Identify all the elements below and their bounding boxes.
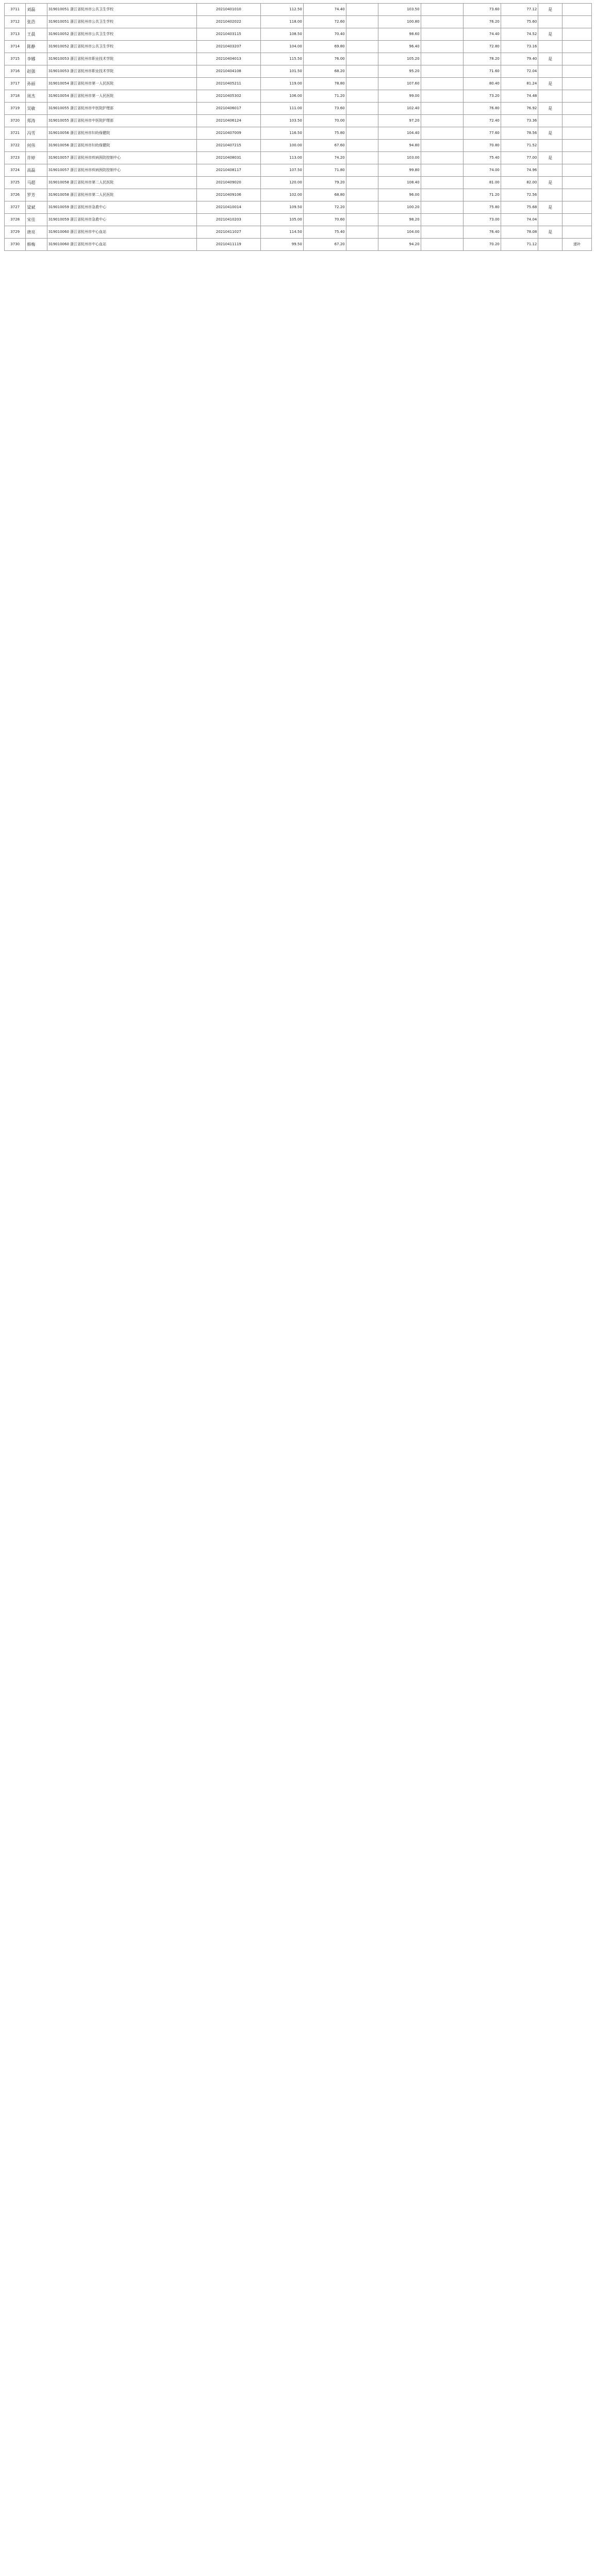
row-number: 3712 <box>5 16 26 28</box>
total-score: 71.52 <box>501 140 538 152</box>
advance-flag: 是 <box>538 127 562 140</box>
candidate-name: 韩梅 <box>26 239 47 251</box>
unit-position: 319010052 浙江省杭州市公共卫生学校 <box>47 28 196 41</box>
total-score: 74.04 <box>501 214 538 226</box>
candidate-name: 吴敏 <box>26 103 47 115</box>
score-2: 78.80 <box>303 78 346 90</box>
score-2: 76.00 <box>303 53 346 65</box>
total-score: 77.12 <box>501 4 538 16</box>
unit-position: 319010056 浙江省杭州市妇幼保健院 <box>47 127 196 140</box>
unit-position: 319010058 浙江省杭州市第二人民医院 <box>47 189 196 201</box>
score-1: 112.50 <box>260 4 303 16</box>
unit-position: 319010051 浙江省杭州市公共卫生学校 <box>47 16 196 28</box>
advance-flag <box>538 189 562 201</box>
score-2: 71.80 <box>303 164 346 177</box>
interview-score: 75.80 <box>463 201 501 214</box>
score-2: 71.20 <box>303 90 346 103</box>
extra-score <box>421 65 463 78</box>
unit-position: 319010060 浙江省杭州市中心血站 <box>47 239 196 251</box>
candidate-name: 许婷 <box>26 152 47 164</box>
unit-position: 319010055 浙江省杭州市中医院护理部 <box>47 103 196 115</box>
blank-cell <box>346 164 378 177</box>
advance-flag <box>538 239 562 251</box>
table-row <box>5 127 592 140</box>
advance-flag <box>538 164 562 177</box>
row-number: 3719 <box>5 103 26 115</box>
candidate-name: 马超 <box>26 177 47 189</box>
score-1: 109.50 <box>260 201 303 214</box>
written-score: 102.40 <box>378 103 421 115</box>
score-2: 68.20 <box>303 65 346 78</box>
extra-score <box>421 164 463 177</box>
table-body <box>5 4 592 251</box>
score-2: 75.40 <box>303 226 346 239</box>
row-number: 3728 <box>5 214 26 226</box>
unit-position: 319010055 浙江省杭州市中医院护理部 <box>47 115 196 127</box>
row-number: 3727 <box>5 201 26 214</box>
extra-score <box>421 127 463 140</box>
row-number: 3713 <box>5 28 26 41</box>
unit-position: 319010052 浙江省杭州市公共卫生学校 <box>47 41 196 53</box>
advance-flag: 是 <box>538 103 562 115</box>
extra-score <box>421 16 463 28</box>
written-score: 107.60 <box>378 78 421 90</box>
row-number: 3722 <box>5 140 26 152</box>
remark <box>562 115 591 127</box>
candidate-name: 赵强 <box>26 65 47 78</box>
blank-cell <box>346 4 378 16</box>
extra-score <box>421 239 463 251</box>
row-number: 3711 <box>5 4 26 16</box>
table-row <box>5 78 592 90</box>
total-score: 71.12 <box>501 239 538 251</box>
unit-position: 319010053 浙江省杭州市职业技术学院 <box>47 53 196 65</box>
unit-position: 319010059 浙江省杭州市急救中心 <box>47 214 196 226</box>
table-row <box>5 115 592 127</box>
unit-position: 319010059 浙江省杭州市急救中心 <box>47 201 196 214</box>
score-1: 120.00 <box>260 177 303 189</box>
interview-score: 71.20 <box>463 189 501 201</box>
total-score: 73.36 <box>501 115 538 127</box>
candidate-name: 孙丽 <box>26 78 47 90</box>
remark <box>562 226 591 239</box>
score-2: 68.80 <box>303 189 346 201</box>
score-2: 69.80 <box>303 41 346 53</box>
advance-flag <box>538 214 562 226</box>
total-score: 75.68 <box>501 201 538 214</box>
total-score: 72.04 <box>501 65 538 78</box>
interview-score: 73.00 <box>463 214 501 226</box>
written-score: 94.20 <box>378 239 421 251</box>
advance-flag <box>538 115 562 127</box>
table-row <box>5 103 592 115</box>
blank-cell <box>346 152 378 164</box>
score-2: 74.20 <box>303 152 346 164</box>
extra-score <box>421 78 463 90</box>
advance-flag <box>538 140 562 152</box>
advance-flag: 是 <box>538 177 562 189</box>
written-score: 100.20 <box>378 201 421 214</box>
extra-score <box>421 177 463 189</box>
interview-score: 70.80 <box>463 140 501 152</box>
remark <box>562 189 591 201</box>
written-score: 98.60 <box>378 28 421 41</box>
written-score: 104.40 <box>378 127 421 140</box>
score-2: 75.80 <box>303 127 346 140</box>
written-score: 94.80 <box>378 140 421 152</box>
table-row <box>5 214 592 226</box>
table-row <box>5 140 592 152</box>
blank-cell <box>346 177 378 189</box>
row-number: 3716 <box>5 65 26 78</box>
admission-number: 20210403207 <box>196 41 260 53</box>
remark <box>562 177 591 189</box>
row-number: 3729 <box>5 226 26 239</box>
interview-score: 80.40 <box>463 78 501 90</box>
total-score: 78.56 <box>501 127 538 140</box>
score-1: 113.00 <box>260 152 303 164</box>
table-row <box>5 189 592 201</box>
blank-cell <box>346 103 378 115</box>
blank-cell <box>346 140 378 152</box>
remark <box>562 28 591 41</box>
row-number: 3730 <box>5 239 26 251</box>
score-1: 115.50 <box>260 53 303 65</box>
extra-score <box>421 201 463 214</box>
admission-number: 20210409020 <box>196 177 260 189</box>
written-score: 97.20 <box>378 115 421 127</box>
unit-position: 319010054 浙江省杭州市第一人民医院 <box>47 90 196 103</box>
advance-flag: 是 <box>538 152 562 164</box>
extra-score <box>421 214 463 226</box>
admission-number: 20210402022 <box>196 16 260 28</box>
table-row <box>5 164 592 177</box>
interview-score: 76.20 <box>463 16 501 28</box>
advance-flag <box>538 41 562 53</box>
row-number: 3726 <box>5 189 26 201</box>
advance-flag: 是 <box>538 4 562 16</box>
advance-flag: 是 <box>538 226 562 239</box>
candidate-name: 高磊 <box>26 164 47 177</box>
advance-flag: 是 <box>538 28 562 41</box>
row-number: 3717 <box>5 78 26 90</box>
table-row <box>5 53 592 65</box>
results-sheet <box>4 3 592 251</box>
extra-score <box>421 90 463 103</box>
admission-number: 20210409106 <box>196 189 260 201</box>
score-2: 72.60 <box>303 16 346 28</box>
extra-score <box>421 152 463 164</box>
score-1: 114.50 <box>260 226 303 239</box>
written-score: 98.20 <box>378 214 421 226</box>
written-score: 108.40 <box>378 177 421 189</box>
score-1: 100.00 <box>260 140 303 152</box>
score-1: 103.50 <box>260 115 303 127</box>
candidate-name: 何伟 <box>26 140 47 152</box>
admission-number: 20210404013 <box>196 53 260 65</box>
blank-cell <box>346 41 378 53</box>
remark <box>562 53 591 65</box>
admission-number: 20210407009 <box>196 127 260 140</box>
unit-position: 319010057 浙江省杭州市疾病预防控制中心 <box>47 152 196 164</box>
row-number: 3720 <box>5 115 26 127</box>
total-score: 74.52 <box>501 28 538 41</box>
score-1: 116.50 <box>260 127 303 140</box>
table-row <box>5 41 592 53</box>
unit-position: 319010056 浙江省杭州市妇幼保健院 <box>47 140 196 152</box>
unit-position: 319010053 浙江省杭州市职业技术学院 <box>47 65 196 78</box>
score-1: 102.00 <box>260 189 303 201</box>
candidate-name: 罗芳 <box>26 189 47 201</box>
total-score: 72.56 <box>501 189 538 201</box>
candidate-name: 郑涛 <box>26 115 47 127</box>
remark <box>562 90 591 103</box>
interview-score: 72.40 <box>463 115 501 127</box>
row-number: 3714 <box>5 41 26 53</box>
extra-score <box>421 103 463 115</box>
admission-number: 20210407215 <box>196 140 260 152</box>
unit-position: 319010054 浙江省杭州市第一人民医院 <box>47 78 196 90</box>
interview-score: 76.40 <box>463 226 501 239</box>
interview-score: 76.80 <box>463 103 501 115</box>
total-score: 75.60 <box>501 16 538 28</box>
extra-score <box>421 226 463 239</box>
candidate-name: 陈静 <box>26 41 47 53</box>
score-2: 74.40 <box>303 4 346 16</box>
score-1: 106.00 <box>260 90 303 103</box>
score-1: 105.00 <box>260 214 303 226</box>
blank-cell <box>346 214 378 226</box>
candidate-name: 刘磊 <box>26 4 47 16</box>
interview-score: 73.20 <box>463 90 501 103</box>
interview-score: 81.00 <box>463 177 501 189</box>
score-2: 73.60 <box>303 103 346 115</box>
admission-number: 20210410203 <box>196 214 260 226</box>
row-number: 3723 <box>5 152 26 164</box>
written-score: 103.50 <box>378 4 421 16</box>
candidate-name: 张浩 <box>26 16 47 28</box>
remark <box>562 127 591 140</box>
blank-cell <box>346 53 378 65</box>
interview-score: 78.20 <box>463 53 501 65</box>
interview-score: 75.40 <box>463 152 501 164</box>
table-row <box>5 90 592 103</box>
table-row <box>5 28 592 41</box>
table-row <box>5 65 592 78</box>
written-score: 105.20 <box>378 53 421 65</box>
blank-cell <box>346 226 378 239</box>
interview-score: 70.20 <box>463 239 501 251</box>
remark <box>562 103 591 115</box>
advance-flag <box>538 90 562 103</box>
total-score: 76.92 <box>501 103 538 115</box>
total-score: 73.16 <box>501 41 538 53</box>
unit-position: 319010057 浙江省杭州市疾病预防控制中心 <box>47 164 196 177</box>
row-number: 3725 <box>5 177 26 189</box>
candidate-name: 冯雪 <box>26 127 47 140</box>
remark <box>562 140 591 152</box>
blank-cell <box>346 16 378 28</box>
extra-score <box>421 115 463 127</box>
score-2: 79.20 <box>303 177 346 189</box>
row-number: 3724 <box>5 164 26 177</box>
unit-position: 319010051 浙江省杭州市公共卫生学校 <box>47 4 196 16</box>
admission-number: 20210401010 <box>196 4 260 16</box>
row-number: 3721 <box>5 127 26 140</box>
remark <box>562 152 591 164</box>
admission-number: 20210404108 <box>196 65 260 78</box>
score-2: 72.20 <box>303 201 346 214</box>
admission-number: 20210406124 <box>196 115 260 127</box>
score-1: 111.00 <box>260 103 303 115</box>
extra-score <box>421 4 463 16</box>
interview-score: 77.60 <box>463 127 501 140</box>
total-score: 79.40 <box>501 53 538 65</box>
written-score: 99.00 <box>378 90 421 103</box>
blank-cell <box>346 239 378 251</box>
candidate-name: 李娜 <box>26 53 47 65</box>
advance-flag <box>538 16 562 28</box>
remark: 递补 <box>562 239 591 251</box>
remark <box>562 164 591 177</box>
table-row <box>5 4 592 16</box>
table-row <box>5 226 592 239</box>
remark <box>562 78 591 90</box>
score-2: 70.60 <box>303 214 346 226</box>
written-score: 104.00 <box>378 226 421 239</box>
admission-number: 20210405302 <box>196 90 260 103</box>
interview-score: 72.80 <box>463 41 501 53</box>
admission-number: 20210405211 <box>196 78 260 90</box>
score-1: 99.50 <box>260 239 303 251</box>
written-score: 103.00 <box>378 152 421 164</box>
remark <box>562 65 591 78</box>
interview-score: 73.60 <box>463 4 501 16</box>
advance-flag: 是 <box>538 78 562 90</box>
total-score: 81.24 <box>501 78 538 90</box>
score-1: 108.50 <box>260 28 303 41</box>
score-1: 119.00 <box>260 78 303 90</box>
score-1: 118.00 <box>260 16 303 28</box>
unit-position: 319010058 浙江省杭州市第二人民医院 <box>47 177 196 189</box>
admission-number: 20210411027 <box>196 226 260 239</box>
remark <box>562 201 591 214</box>
blank-cell <box>346 90 378 103</box>
blank-cell <box>346 189 378 201</box>
score-1: 101.50 <box>260 65 303 78</box>
total-score: 74.48 <box>501 90 538 103</box>
candidate-name: 周杰 <box>26 90 47 103</box>
candidate-name: 梁斌 <box>26 201 47 214</box>
written-score: 100.80 <box>378 16 421 28</box>
admission-number: 20210406017 <box>196 103 260 115</box>
extra-score <box>421 41 463 53</box>
blank-cell <box>346 127 378 140</box>
row-number: 3715 <box>5 53 26 65</box>
advance-flag: 是 <box>538 53 562 65</box>
interview-score: 74.40 <box>463 28 501 41</box>
remark <box>562 41 591 53</box>
total-score: 78.08 <box>501 226 538 239</box>
results-table <box>4 3 592 251</box>
table-row <box>5 239 592 251</box>
remark <box>562 214 591 226</box>
admission-number: 20210403115 <box>196 28 260 41</box>
row-number: 3718 <box>5 90 26 103</box>
remark <box>562 16 591 28</box>
admission-number: 20210408117 <box>196 164 260 177</box>
blank-cell <box>346 28 378 41</box>
score-1: 107.50 <box>260 164 303 177</box>
admission-number: 20210408031 <box>196 152 260 164</box>
total-score: 82.00 <box>501 177 538 189</box>
written-score: 99.80 <box>378 164 421 177</box>
total-score: 74.96 <box>501 164 538 177</box>
table-row <box>5 201 592 214</box>
score-2: 70.00 <box>303 115 346 127</box>
candidate-name: 王晨 <box>26 28 47 41</box>
blank-cell <box>346 115 378 127</box>
admission-number: 20210411119 <box>196 239 260 251</box>
interview-score: 74.00 <box>463 164 501 177</box>
score-1: 104.00 <box>260 41 303 53</box>
total-score: 77.00 <box>501 152 538 164</box>
extra-score <box>421 53 463 65</box>
score-2: 67.60 <box>303 140 346 152</box>
candidate-name: 宋佳 <box>26 214 47 226</box>
remark <box>562 4 591 16</box>
table-row <box>5 152 592 164</box>
score-2: 70.40 <box>303 28 346 41</box>
written-score: 96.00 <box>378 189 421 201</box>
advance-flag <box>538 65 562 78</box>
candidate-name: 唐亮 <box>26 226 47 239</box>
interview-score: 71.60 <box>463 65 501 78</box>
table-row <box>5 16 592 28</box>
blank-cell <box>346 201 378 214</box>
extra-score <box>421 28 463 41</box>
unit-position: 319010060 浙江省杭州市中心血站 <box>47 226 196 239</box>
advance-flag: 是 <box>538 201 562 214</box>
table-row <box>5 177 592 189</box>
extra-score <box>421 140 463 152</box>
extra-score <box>421 189 463 201</box>
written-score: 95.20 <box>378 65 421 78</box>
written-score: 96.40 <box>378 41 421 53</box>
score-2: 67.20 <box>303 239 346 251</box>
blank-cell <box>346 65 378 78</box>
admission-number: 20210410014 <box>196 201 260 214</box>
blank-cell <box>346 78 378 90</box>
